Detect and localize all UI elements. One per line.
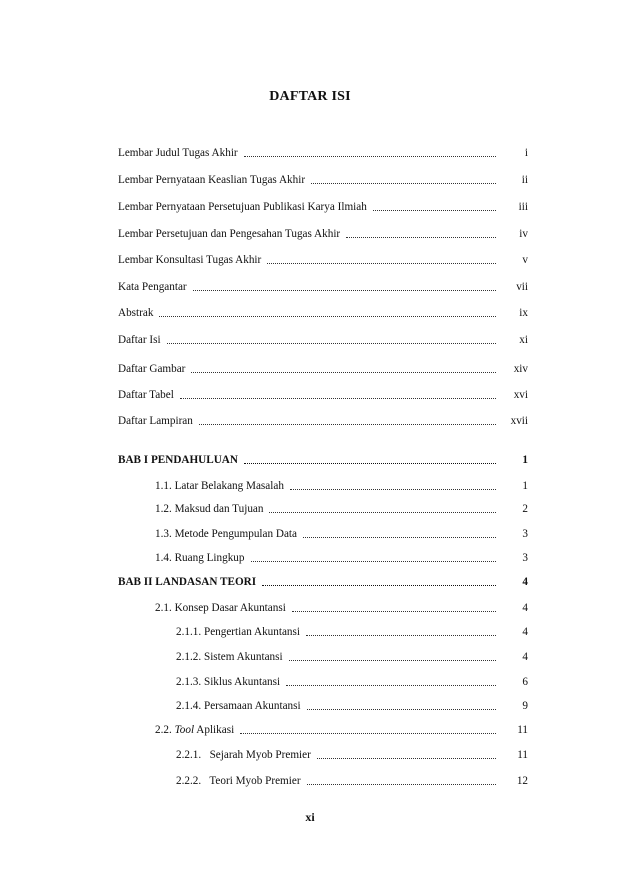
toc-entry-label: Lembar Pernyataan Persetujuan Publikasi Karya Ilmiah [118, 201, 367, 213]
toc-subsection-2-1-2 [176, 649, 528, 665]
toc-chapter-bab-1 [118, 452, 528, 468]
toc-section-1-4 [155, 550, 528, 566]
toc-chapter-label: BAB I PENDAHULUAN [118, 454, 238, 466]
toc-subsection-page: 9 [522, 700, 528, 712]
dot-leader [317, 757, 496, 759]
dot-leader [346, 236, 496, 238]
toc-section-label: 2.1. Konsep Dasar Akuntansi [155, 602, 286, 614]
toc-subsection-2-2-1 [176, 747, 528, 763]
toc-section-page: 4 [522, 602, 528, 614]
toc-section-page: 3 [522, 552, 528, 564]
toc-subsection-2-1-1 [176, 624, 528, 640]
toc-entry-lembar-judul [118, 145, 528, 161]
toc-entry-page: xi [519, 334, 528, 346]
toc-subsection-page: 6 [522, 676, 528, 688]
toc-entry-page: iii [518, 201, 528, 213]
toc-entry-page: xvi [513, 389, 528, 401]
toc-entry-pengesahan [118, 226, 528, 242]
toc-chapter-label: BAB II LANDASAN TEORI [118, 576, 257, 588]
toc-entry-label: Lembar Konsultasi Tugas Akhir [118, 254, 262, 266]
toc-entry-page: iv [519, 228, 528, 240]
toc-section-page: 3 [522, 528, 528, 540]
toc-section-page: 1 [522, 480, 528, 492]
toc-subsection-page: 12 [516, 775, 528, 787]
toc-entry-label: Lembar Judul Tugas Akhir [118, 147, 238, 159]
toc-subsection-2-1-3 [176, 674, 528, 690]
toc-section-label: 1.1. Latar Belakang Masalah [155, 480, 284, 492]
italic-term: Tool [174, 724, 195, 736]
toc-entry-keaslian [118, 172, 528, 188]
toc-entry-page: vii [516, 281, 528, 293]
toc-section-1-1 [155, 478, 528, 494]
toc-subsection-label: 2.1.2. Sistem Akuntansi [176, 651, 283, 663]
toc-section-1-3 [155, 526, 528, 542]
toc-entry-page: xiv [513, 363, 528, 375]
toc-subsection-page: 11 [517, 749, 528, 761]
toc-entry-label: Daftar Gambar [118, 363, 186, 375]
toc-section-label: 1.3. Metode Pengumpulan Data [155, 528, 297, 540]
dot-leader [289, 659, 496, 661]
toc-chapter-bab-2 [118, 574, 528, 590]
toc-entry-label: Lembar Pernyataan Keaslian Tugas Akhir [118, 174, 306, 186]
dot-leader [167, 342, 496, 344]
toc-section-label: 1.2. Maksud dan Tujuan [155, 503, 264, 515]
toc-subsection-label: 2.2.2. Teori Myob Premier [176, 775, 301, 787]
dot-leader [191, 371, 496, 373]
toc-entry-label: Daftar Tabel [118, 389, 174, 401]
toc-entry-daftar-isi [118, 332, 528, 348]
dot-leader [240, 732, 496, 734]
dot-leader [373, 209, 496, 211]
toc-entry-abstrak [118, 305, 528, 321]
toc-entry-daftar-tabel [118, 387, 528, 403]
toc-entry-label: Lembar Persetujuan dan Pengesahan Tugas Akhir [118, 228, 341, 240]
page-title: DAFTAR ISI [269, 89, 351, 104]
toc-section-label [155, 722, 234, 738]
dot-leader [307, 708, 496, 710]
toc-chapter-page: 1 [522, 454, 528, 466]
dot-leader [311, 182, 496, 184]
dot-leader [180, 397, 496, 399]
dot-leader [267, 262, 496, 264]
dot-leader [244, 155, 496, 157]
dot-leader [306, 634, 496, 636]
toc-section-page: 11 [517, 724, 528, 736]
toc-entry-label: Abstrak [118, 307, 154, 319]
toc-subsection-label: 2.1.1. Pengertian Akuntansi [176, 626, 300, 638]
toc-entry-page: i [524, 147, 528, 159]
toc-subsection-2-1-4 [176, 698, 528, 714]
toc-subsection-label: 2.2.1. Sejarah Myob Premier [176, 749, 311, 761]
dot-leader [251, 560, 497, 562]
toc-section-page: 2 [522, 503, 528, 515]
toc-entry-label: Daftar Lampiran [118, 415, 193, 427]
toc-entry-kata-pengantar [118, 279, 528, 295]
toc-subsection-page: 4 [522, 626, 528, 638]
toc-chapter-page: 4 [522, 576, 528, 588]
dot-leader [199, 423, 496, 425]
toc-entry-label: Kata Pengantar [118, 281, 187, 293]
section-number: 2.2. [155, 724, 172, 736]
toc-section-2-1 [155, 600, 528, 616]
dot-leader [290, 488, 496, 490]
toc-entry-daftar-lampiran [118, 413, 528, 429]
dot-leader [193, 289, 496, 291]
toc-section-1-2 [155, 501, 528, 517]
toc-entry-konsultasi [118, 252, 528, 268]
dot-leader [303, 536, 496, 538]
toc-entry-daftar-gambar [118, 361, 528, 377]
toc-entry-page: v [522, 254, 528, 266]
dot-leader [286, 684, 496, 686]
toc-section-label: 1.4. Ruang Lingkup [155, 552, 245, 564]
toc-entry-publikasi [118, 199, 528, 215]
dot-leader [292, 610, 496, 612]
toc-subsection-page: 4 [522, 651, 528, 663]
toc-entry-page: xvii [510, 415, 528, 427]
toc-subsection-label: 2.1.4. Persamaan Akuntansi [176, 700, 301, 712]
dot-leader [244, 462, 496, 464]
toc-subsection-2-2-2 [176, 773, 528, 789]
toc-subsection-label: 2.1.3. Siklus Akuntansi [176, 676, 281, 688]
dot-leader [159, 315, 496, 317]
toc-section-2-2 [155, 722, 528, 738]
page-number: xi [305, 810, 315, 824]
dot-leader [262, 584, 496, 586]
section-title-rest: Aplikasi [196, 724, 235, 736]
toc-entry-page: ix [519, 307, 528, 319]
toc-entry-label: Daftar Isi [118, 334, 161, 346]
toc-entry-page: ii [521, 174, 528, 186]
dot-leader [307, 783, 496, 785]
dot-leader [269, 511, 496, 513]
